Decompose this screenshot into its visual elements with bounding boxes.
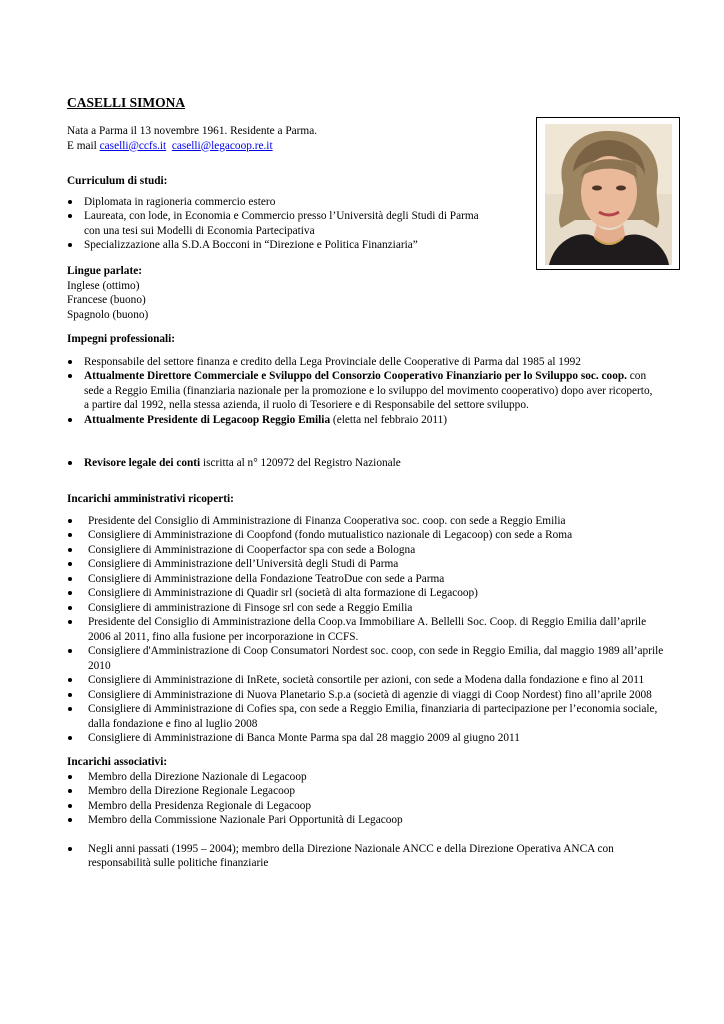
list-item <box>67 601 680 616</box>
studies-heading: Curriculum di studi: <box>67 175 168 187</box>
list-item-text: 2010 <box>88 659 111 672</box>
list-item-text: (eletta nel febbraio 2011) <box>330 413 447 426</box>
person-name: CASELLI SIMONA <box>67 95 186 110</box>
list-item-text: Laureata, con lode, in Economia e Commercio presso l’Università degli Studi di Parma <box>84 210 479 222</box>
list-item-text: sede a Reggio Emilia (finanziaria nazionale per la promozione e lo sviluppo del movimento cooperativo) dopo aver ricoperto, <box>84 384 653 397</box>
list-item-text: Membro della Direzione Regionale Legacoop <box>88 785 296 797</box>
list-item-text: Responsabile del settore finanza e credito della Lega Provinciale delle Cooperative di Parma dal 1985 al 1992 <box>84 355 581 368</box>
intro-block <box>67 124 317 153</box>
list-item-bold: Attualmente Presidente di Legacoop Reggio Emilia <box>84 413 331 426</box>
language-french: Francese (buono) <box>67 294 146 306</box>
list-item-text: Diplomata in ragioneria commercio estero <box>84 195 276 208</box>
list-item-text: Consigliere di Amministrazione di Quadir srl (società di alta formazione di Legacoop) <box>88 587 478 599</box>
list-item <box>67 209 479 238</box>
list-item <box>67 557 680 572</box>
list-item-text: Consigliere di Amministrazione dell’Università degli Studi di Parma <box>88 558 399 570</box>
list-item <box>67 195 479 210</box>
list-item <box>67 842 680 871</box>
list-item-text: responsabilità sulle politiche finanziarie <box>88 857 269 869</box>
email-line <box>67 139 317 154</box>
professional-list <box>67 355 680 471</box>
list-item-text: Presidente del Consiglio di Amministrazione di Finanza Cooperativa soc. coop. con sede a Reggio Emilia <box>88 514 566 527</box>
admin-heading: Incarichi amministrativi ricoperti: <box>67 493 234 505</box>
list-item-text: Consigliere di Amministrazione di Cofies spa, con sede a Reggio Emilia, finanziaria di partecipazione per l’economia sociale, <box>88 703 658 715</box>
list-item <box>67 238 479 253</box>
list-item <box>67 688 680 703</box>
languages-heading: Lingue parlate: <box>67 265 142 277</box>
list-item <box>67 702 680 731</box>
email-link-legacoop[interactable]: caselli@legacoop.re.it <box>171 139 273 152</box>
language-spanish: Spagnolo (buono) <box>67 308 149 321</box>
admin-list <box>67 514 680 746</box>
list-item <box>67 456 680 471</box>
language-english: Inglese (ottimo) <box>67 279 140 292</box>
list-item-text: 2006 al 2011, fino alla fusione per incorporazione in CCFS. <box>88 630 359 643</box>
list-item-text: a partire dal 1992, nella stessa azienda, il ruolo di Tesoriere e di Responsabile del settore sviluppo. <box>84 399 529 411</box>
list-item <box>67 784 680 799</box>
list-item-text: Consigliere di Amministrazione di Coopfond (fondo mutualistico nazionale di Legacoop) con sede a Roma <box>88 529 573 541</box>
associative-heading: Incarichi associativi: <box>67 756 168 768</box>
list-item <box>67 673 680 688</box>
professional-section <box>67 332 680 471</box>
list-item-text: Membro della Direzione Nazionale di Legacoop <box>88 770 307 783</box>
list-item <box>67 413 680 428</box>
list-item-text: dalla fondazione e fino al luglio 2008 <box>88 717 258 730</box>
profile-photo <box>536 117 680 270</box>
associative-section <box>67 755 680 871</box>
birth-info: Nata a Parma il 13 novembre 1961. Residente a Parma. <box>67 125 318 137</box>
list-item-text: con una tesi sui Modelli di Economia Partecipativa <box>84 224 315 237</box>
list-item-text: Presidente del Consiglio di Amministrazione della Coop.va Immobiliare A. Bellelli Soc. Coop. di Reggio Emilia dall’aprile <box>88 616 647 628</box>
list-item <box>67 369 680 413</box>
list-item-text: Membro della Presidenza Regionale di Legacoop <box>88 799 312 812</box>
list-item <box>67 514 680 529</box>
list-item <box>67 543 680 558</box>
list-item-text: Consigliere di Amministrazione di Banca Monte Parma spa dal 28 maggio 2009 al giugno 2011 <box>88 732 520 744</box>
list-item <box>67 572 680 587</box>
list-item <box>67 586 680 601</box>
list-item-text: iscritta al n° 120972 del Registro Nazionale <box>200 457 401 469</box>
list-item <box>67 528 680 543</box>
list-item-text: Specializzazione alla S.D.A Bocconi in “Direzione e Politica Finanziaria” <box>84 239 418 251</box>
admin-section <box>67 492 680 746</box>
studies-section <box>67 174 479 253</box>
list-item-text: Consigliere di amministrazione di Finsoge srl con sede a Reggio Emilia <box>88 601 413 614</box>
list-item-text: Consigliere di Amministrazione di Cooperfactor spa con sede a Bologna <box>88 543 416 556</box>
list-item-text: Consigliere di Amministrazione della Fondazione TeatroDue con sede a Parma <box>88 572 445 585</box>
list-item <box>67 355 680 370</box>
list-item-text: con <box>626 370 647 382</box>
email-label: E mail <box>67 139 97 152</box>
list-item-text: Negli anni passati (1995 – 2004); membro della Direzione Nazionale ANCC e della Direzione Operativa ANCA con <box>88 842 614 855</box>
list-item <box>67 799 680 814</box>
professional-heading: Impegni professionali: <box>67 333 176 345</box>
email-link-ccfs[interactable]: caselli@ccfs.it <box>99 139 167 152</box>
list-item-text: Consigliere di Amministrazione di Nuova Planetario S.p.a (società di agenzie di viaggi di Coop Nordest) fino all’aprile 2008 <box>88 688 652 701</box>
list-item <box>67 770 680 785</box>
list-item-bold: Revisore legale dei conti <box>84 457 201 469</box>
portrait-image <box>545 124 672 265</box>
associative-list <box>67 770 680 871</box>
list-item-text: Consigliere d'Amministrazione di Coop Consumatori Nordest soc. coop, con sede in Reggio Emilia, dal maggio 1989 all’aprile <box>88 645 664 657</box>
list-item-text: Membro della Commissione Nazionale Pari Opportunità di Legacoop <box>88 814 403 826</box>
languages-section <box>67 264 148 322</box>
studies-list <box>67 195 479 253</box>
list-item <box>67 615 680 644</box>
list-item <box>67 813 680 828</box>
list-item-text: Consigliere di Amministrazione di InRete, società consortile per azioni, con sede a Modena dalla fondazione e fino al 2011 <box>88 674 645 686</box>
list-item-bold: Attualmente Direttore Commerciale e Sviluppo del Consorzio Cooperativo Finanziario per lo Sviluppo soc. coop. <box>84 370 627 382</box>
list-item <box>67 644 680 673</box>
list-item <box>67 731 680 746</box>
